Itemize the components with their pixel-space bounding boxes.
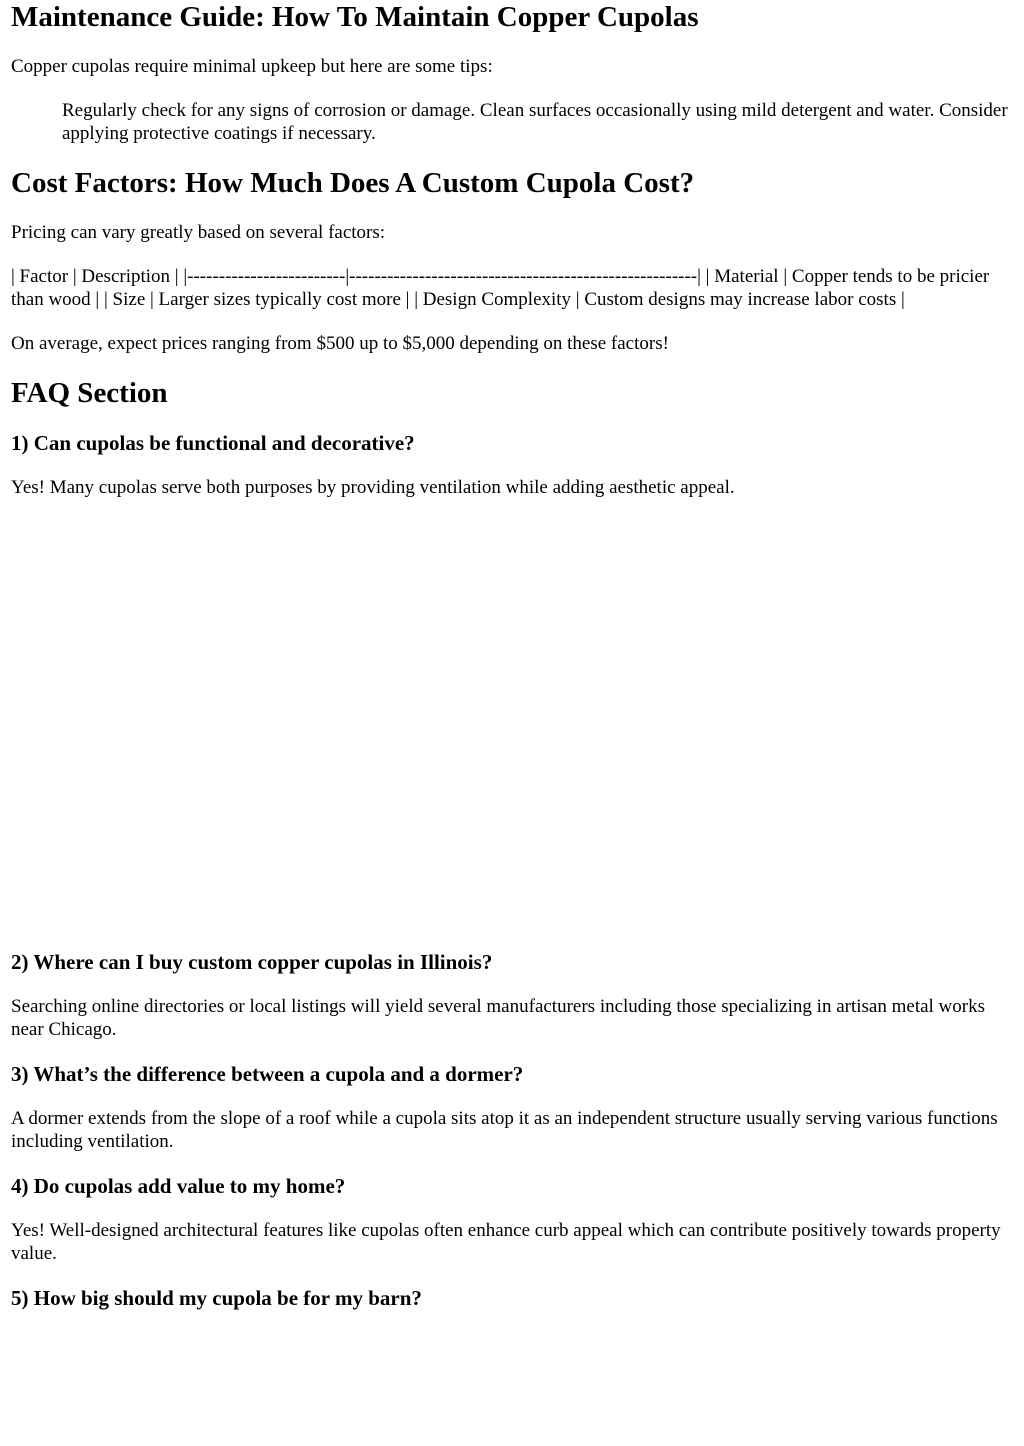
faq-answer-3: A dormer extends from the slope of a roof while a cupola sits atop it as an independent structure usually serving various functions including ventilation.	[11, 1108, 998, 1152]
faq-heading: FAQ Section	[11, 377, 168, 409]
faq-answer-1: Yes! Many cupolas serve both purposes by providing ventilation while adding aesthetic appeal.	[11, 477, 735, 498]
faq-question-5: 5) How big should my cupola be for my barn?	[11, 1286, 422, 1310]
faq-answer-4: Yes! Well-designed architectural features like cupolas often enhance curb appeal which can contribute positively towards property value.	[11, 1220, 1001, 1264]
maintenance-intro: Copper cupolas require minimal upkeep but here are some tips:	[11, 56, 493, 77]
cost-heading: Cost Factors: How Much Does A Custom Cupola Cost?	[11, 167, 695, 199]
cost-average: On average, expect prices ranging from $500 up to $5,000 depending on these factors!	[11, 333, 669, 354]
maintenance-tips: Regularly check for any signs of corrosion or damage. Clean surfaces occasionally using mild detergent and water. Consider applying protective coatings if necessary.	[62, 100, 1008, 144]
cost-table-text: | Factor | Description | |-------------------------|-------------------------------------------------------| | Material | Copper tends to be pricier than wood | | Size | Larger sizes typically cost more | | Design Complexity | Custom designs may increase labor costs |	[11, 266, 990, 310]
faq-question-4: 4) Do cupolas add value to my home?	[11, 1174, 346, 1198]
maintenance-heading: Maintenance Guide: How To Maintain Copper Cupolas	[11, 1, 699, 33]
blank-space	[11, 520, 1014, 950]
cost-intro: Pricing can vary greatly based on several factors:	[11, 222, 386, 243]
faq-question-2: 2) Where can I buy custom copper cupolas in Illinois?	[11, 950, 493, 974]
faq-question-1: 1) Can cupolas be functional and decorative?	[11, 431, 415, 455]
faq-answer-2: Searching online directories or local listings will yield several manufacturers including those specializing in artisan metal works near Chicago.	[11, 996, 986, 1040]
faq-question-3: 3) What’s the difference between a cupola and a dormer?	[11, 1062, 524, 1086]
